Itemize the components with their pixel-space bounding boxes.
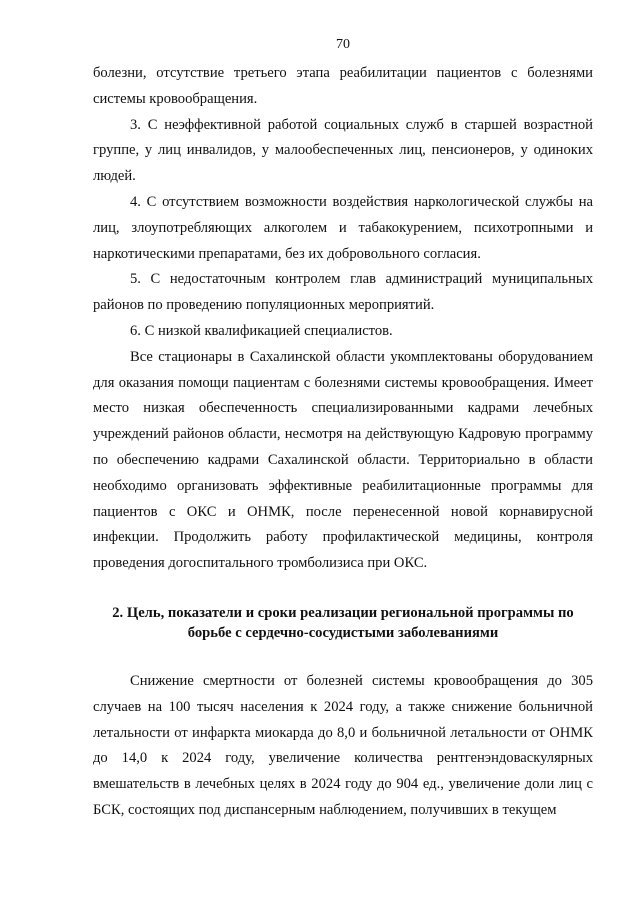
section-title	[93, 603, 593, 643]
paragraph-continuation: болезни, отсутствие третьего этапа реабилитации пациентов с болезнями системы кровообращения.	[93, 65, 593, 107]
section-title-line-2: борьбе с сердечно-сосудистыми заболеваниями	[187, 624, 499, 641]
paragraph-item-5: 5. С недостаточным контролем глав администраций муниципальных районов по проведению популяционных мероприятий.	[93, 271, 593, 314]
paragraph-item-3: 3. С неэффективной работой социальных служб в старшей возрастной группе, у лиц инвалидов, у малообеспеченных лиц, пенсионеров, у одиноких людей.	[93, 116, 593, 185]
section-title-line-1: 2. Цель, показатели и сроки реализации региональной программы по	[112, 604, 574, 621]
paragraph-item-4: 4. С отсутствием возможности воздействия наркологической службы на лиц, злоупотребляющих алкоголем и табакокурением, психотропными и наркотическими препаратами, без их добровольного согласия.	[93, 193, 593, 262]
page-number: 70	[336, 37, 350, 52]
document-body	[93, 61, 593, 824]
paragraph-hospitals: Все стационары в Сахалинской области укомплектованы оборудованием для оказания помощи пациентам с болезнями системы кровообращения. Имеет место низкая обеспеченность специализированными кадрами лечебных учреждений районов области, несмотря на действующую Кадровую программу по обеспечению кадрами Сахалинской области. Территориально в области необходимо организовать эффективные реабилитационные программы для пациентов с ОКС и ОНМК, после перенесенной новой корнавирусной инфекции. Продолжить работу профилактической медицины, контроля проведения догоспитального тромболизиса при ОКС.	[93, 348, 593, 572]
paragraph-item-6: 6. С низкой квалификацией специалистов.	[130, 322, 393, 339]
paragraph-goals: Снижение смертности от болезней системы кровообращения до 305 случаев на 100 тысяч населения к 2024 году, а также снижение больничной летальности от инфаркта миокарда до 8,0 и больничной летальности от ОНМК до 14,0 к 2024 году, увеличение количества рентгенэндоваскулярных вмешательств в лечебных целях в 2024 году до 904 ед., увеличение доли лиц с БСК, состоящих под диспансерным наблюдением, получивших в текущем	[93, 672, 593, 818]
